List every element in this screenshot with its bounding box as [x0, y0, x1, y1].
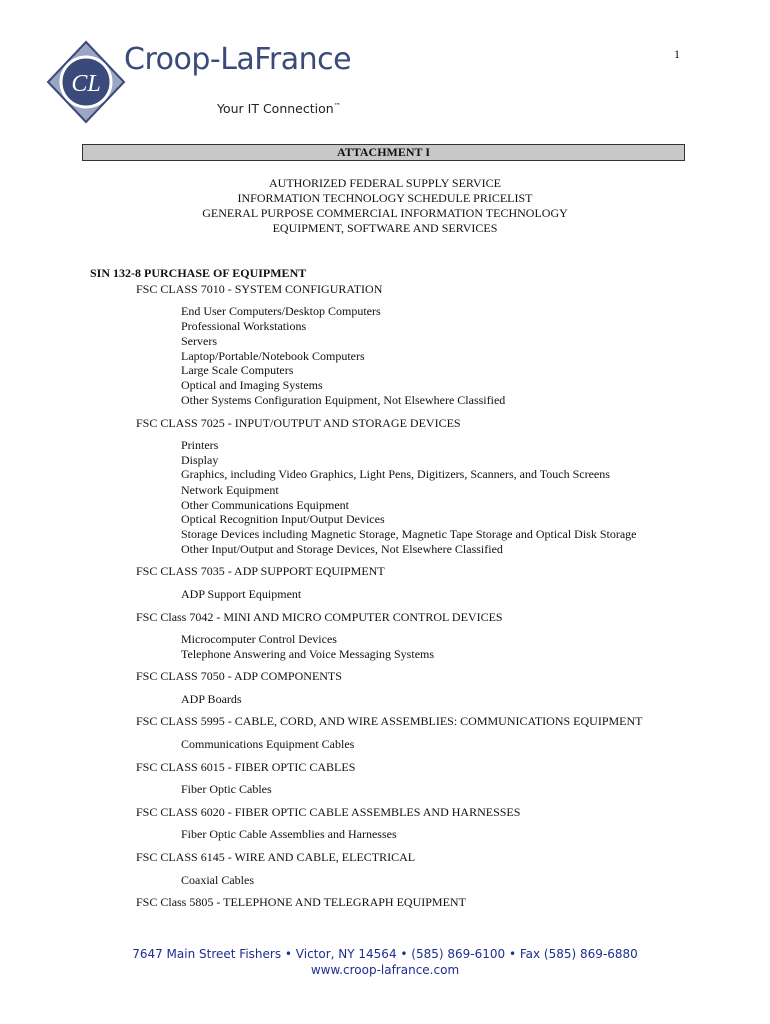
- fsc-item: Laptop/Portable/Notebook Computers: [181, 349, 365, 363]
- logo-diamond-icon: [46, 40, 126, 125]
- fsc-item: Display: [181, 453, 219, 467]
- fsc-item: Fiber Optic Cables: [181, 782, 272, 796]
- fsc-class-title: FSC CLASS 5995 - CABLE, CORD, AND WIRE ASSEMBLIES: COMMUNICATIONS EQUIPMENT: [136, 714, 643, 728]
- fsc-item: Printers: [181, 438, 219, 452]
- fsc-class-title: FSC CLASS 7050 - ADP COMPONENTS: [136, 669, 342, 683]
- fsc-item: End User Computers/Desktop Computers: [181, 304, 381, 318]
- fsc-item: Graphics, including Video Graphics, Light Pens, Digitizers, Scanners, and Touch Screens: [181, 467, 610, 481]
- fsc-item: Servers: [181, 334, 217, 348]
- fsc-item: ADP Support Equipment: [181, 587, 302, 601]
- fsc-item: Fiber Optic Cable Assemblies and Harnesses: [181, 827, 397, 841]
- fsc-class-title: FSC Class 7042 - MINI AND MICRO COMPUTER CONTROL DEVICES: [136, 610, 503, 624]
- fsc-item: Optical and Imaging Systems: [181, 378, 323, 392]
- fsc-class-title: FSC CLASS 6020 - FIBER OPTIC CABLE ASSEMBLES AND HARNESSES: [136, 805, 521, 819]
- company-logo: [46, 40, 352, 125]
- fsc-item: Other Input/Output and Storage Devices, Not Elsewhere Classified: [181, 542, 503, 556]
- attachment-title: ATTACHMENT I: [82, 144, 685, 161]
- sin-title: SIN 132-8 PURCHASE OF EQUIPMENT: [90, 266, 307, 280]
- fsc-class-title: FSC CLASS 7035 - ADP SUPPORT EQUIPMENT: [136, 564, 385, 578]
- fsc-class-title: FSC CLASS 7025 - INPUT/OUTPUT AND STORAGE DEVICES: [136, 416, 461, 430]
- fsc-item: Telephone Answering and Voice Messaging Systems: [181, 647, 435, 661]
- heading-line: EQUIPMENT, SOFTWARE AND SERVICES: [272, 221, 498, 235]
- footer-website[interactable]: www.croop-lafrance.com: [310, 963, 460, 977]
- fsc-item: Large Scale Computers: [181, 363, 294, 377]
- fsc-item: Communications Equipment Cables: [181, 737, 355, 751]
- logo-monogram: CL: [71, 71, 101, 97]
- fsc-item: Other Communications Equipment: [181, 498, 349, 512]
- fsc-class-title: FSC CLASS 7010 - SYSTEM CONFIGURATION: [136, 282, 383, 296]
- fsc-class-title: FSC CLASS 6015 - FIBER OPTIC CABLES: [136, 760, 356, 774]
- logo-tagline: Your IT Connection™: [217, 101, 341, 116]
- fsc-class-title: FSC CLASS 6145 - WIRE AND CABLE, ELECTRICAL: [136, 850, 416, 864]
- page-number: 1: [674, 47, 680, 61]
- fsc-item: Network Equipment: [181, 483, 279, 497]
- heading-line: AUTHORIZED FEDERAL SUPPLY SERVICE: [269, 176, 501, 190]
- fsc-item: Optical Recognition Input/Output Devices: [181, 512, 385, 526]
- heading-line: GENERAL PURPOSE COMMERCIAL INFORMATION TECHNOLOGY: [202, 206, 568, 220]
- fsc-item: Professional Workstations: [181, 319, 307, 333]
- fsc-item: Coaxial Cables: [181, 873, 254, 887]
- fsc-item: Storage Devices including Magnetic Storage, Magnetic Tape Storage and Optical Disk Storage: [181, 527, 637, 541]
- fsc-class-title: FSC Class 5805 - TELEPHONE AND TELEGRAPH EQUIPMENT: [136, 895, 466, 909]
- footer-address: 7647 Main Street Fishers • Victor, NY 14564 • (585) 869-6100 • Fax (585) 869-6880: [132, 947, 638, 961]
- fsc-item: Other Systems Configuration Equipment, Not Elsewhere Classified: [181, 393, 506, 407]
- fsc-item: Microcomputer Control Devices: [181, 632, 337, 646]
- pricelist-heading: [0, 176, 770, 236]
- heading-line: INFORMATION TECHNOLOGY SCHEDULE PRICELIST: [237, 191, 533, 205]
- page-footer: [0, 946, 770, 978]
- logo-name: Croop-LaFrance: [124, 42, 352, 77]
- fsc-item: ADP Boards: [181, 692, 242, 706]
